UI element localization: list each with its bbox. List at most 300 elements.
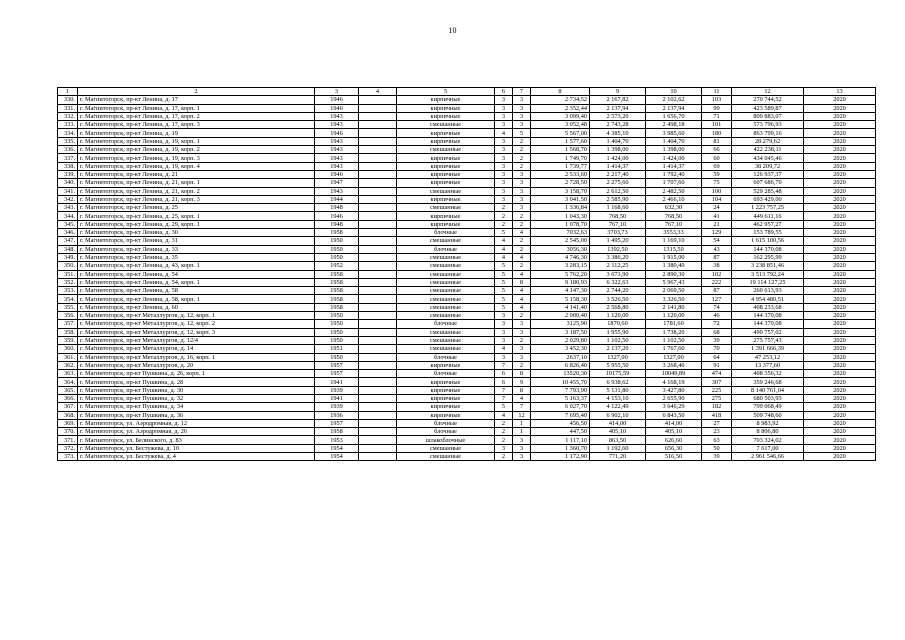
table-cell: смешанные: [397, 270, 495, 278]
table-cell: 1392,50: [590, 245, 646, 253]
table-cell: 1948: [315, 220, 359, 228]
table-cell: г. Магнитогорск, пр-кт Ленина, д. 31: [78, 237, 315, 245]
table-row: [58, 137, 876, 145]
table-cell: 104: [702, 195, 732, 203]
table-cell: 1 424,00: [590, 154, 646, 162]
table-cell: 3: [495, 121, 513, 129]
table-cell: 1 398,00: [646, 146, 702, 154]
table-cell: 7 695,40: [531, 411, 590, 419]
table-cell: г. Магнитогорск, пр-кт Ленина, д. 25: [78, 204, 315, 212]
table-cell: 1 424,00: [646, 154, 702, 162]
table-cell: 3: [495, 336, 513, 344]
table-cell: смешанные: [397, 345, 495, 353]
table-cell: 12: [513, 411, 531, 419]
table-cell: 2020: [804, 444, 876, 452]
column-header: 11: [702, 88, 732, 96]
table-cell: г. Магнитогорск, пр-кт Ленина, д. 17, корп. 1: [78, 104, 315, 112]
table-cell: 3 041,50: [531, 195, 590, 203]
table-cell: 2: [513, 220, 531, 228]
table-cell: 352.: [58, 278, 78, 286]
table-cell: 2 112,25: [590, 262, 646, 270]
table-cell: [359, 187, 397, 195]
table-cell: 2020: [804, 345, 876, 353]
table-cell: 2020: [804, 361, 876, 369]
table-cell: 1943: [315, 137, 359, 145]
table-cell: 99: [702, 104, 732, 112]
table-cell: 129: [702, 229, 732, 237]
table-cell: г. Магнитогорск, пр-кт Ленина, д. 29, корп. 1: [78, 220, 315, 228]
table-cell: 87: [702, 253, 732, 261]
table-cell: 8: [513, 370, 531, 378]
table-cell: 509 748,60: [732, 411, 804, 419]
table-cell: смешанные: [397, 287, 495, 295]
table-cell: 2 533,60: [531, 170, 590, 178]
table-cell: 1952: [315, 262, 359, 270]
table-cell: 23: [702, 428, 732, 436]
table-cell: 1 078,70: [531, 220, 590, 228]
table-cell: 693 429,00: [732, 195, 804, 203]
table-cell: г. Магнитогорск, пр-кт Ленина, д. 17: [78, 96, 315, 104]
table-cell: 1958: [315, 229, 359, 237]
table-cell: 434 045,46: [732, 154, 804, 162]
table-cell: 1950: [315, 320, 359, 328]
table-cell: 3: [495, 328, 513, 336]
table-row: [58, 187, 876, 195]
table-cell: 6 902,10: [590, 411, 646, 419]
table-cell: 3 673,90: [590, 270, 646, 278]
table-cell: 8: [513, 386, 531, 394]
table-cell: 6 322,63: [590, 278, 646, 286]
table-cell: 1946: [315, 104, 359, 112]
table-cell: [359, 162, 397, 170]
table-cell: [359, 394, 397, 402]
table-cell: г. Магнитогорск, пр-кт Металлургов, д. 16, корп. 1: [78, 353, 315, 361]
table-cell: 1957: [315, 419, 359, 427]
table-row: [58, 295, 876, 303]
table-cell: 6: [495, 378, 513, 386]
table-cell: 100: [702, 187, 732, 195]
table-cell: 4: [495, 411, 513, 419]
table-cell: 2 069,50: [646, 287, 702, 295]
table-cell: [359, 179, 397, 187]
housing-register-table: [57, 87, 876, 461]
table-cell: 4 147,30: [531, 287, 590, 295]
table-cell: смешанные: [397, 312, 495, 320]
table-cell: 3: [513, 112, 531, 120]
table-cell: 1 043,30: [531, 212, 590, 220]
table-cell: 127: [702, 295, 732, 303]
table-cell: смешанные: [397, 295, 495, 303]
table-cell: 346.: [58, 229, 78, 237]
table-cell: г. Магнитогорск, пр-кт Ленина, д. 21, корп. 3: [78, 195, 315, 203]
table-cell: 456,50: [531, 419, 590, 427]
table-cell: 71: [702, 112, 732, 120]
table-cell: 2 744,20: [590, 287, 646, 295]
table-cell: 1 380,40: [646, 262, 702, 270]
table-cell: 3: [495, 320, 513, 328]
table-cell: 516,50: [646, 453, 702, 461]
table-cell: 68: [702, 328, 732, 336]
table-cell: смешанные: [397, 204, 495, 212]
table-cell: 2020: [804, 353, 876, 361]
table-row: [58, 320, 876, 328]
table-cell: 13 377,60: [732, 361, 804, 369]
column-header: 6: [495, 88, 513, 96]
table-cell: 1 615 100,56: [732, 237, 804, 245]
table-cell: кирпичные: [397, 154, 495, 162]
table-cell: 408 233,68: [732, 303, 804, 311]
table-cell: 361.: [58, 353, 78, 361]
table-cell: 2020: [804, 378, 876, 386]
table-cell: 2020: [804, 112, 876, 120]
table-cell: 3: [513, 345, 531, 353]
table-cell: 1 738,20: [646, 328, 702, 336]
table-cell: 9 180,93: [531, 278, 590, 286]
table-cell: 2020: [804, 262, 876, 270]
table-cell: 2637,10: [531, 353, 590, 361]
table-cell: 59: [702, 170, 732, 178]
table-row: [58, 411, 876, 419]
table-cell: 3: [495, 146, 513, 154]
table-cell: 24: [702, 204, 732, 212]
table-row: [58, 336, 876, 344]
table-cell: 2020: [804, 453, 876, 461]
table-row: [58, 170, 876, 178]
table-cell: 3: [513, 195, 531, 203]
table-cell: кирпичные: [397, 212, 495, 220]
table-row: [58, 96, 876, 104]
table-cell: 447,50: [531, 428, 590, 436]
table-cell: 2 734,52: [531, 96, 590, 104]
table-cell: 5 567,00: [531, 129, 590, 137]
table-cell: 3 646,29: [646, 403, 702, 411]
table-cell: 270 744,52: [732, 96, 804, 104]
table-cell: 3: [495, 179, 513, 187]
table-cell: 5 158,30: [531, 295, 590, 303]
table-cell: 1 120,00: [590, 312, 646, 320]
table-cell: 2: [495, 453, 513, 461]
table-cell: 1950: [315, 312, 359, 320]
table-cell: 474: [702, 370, 732, 378]
table-cell: смешанные: [397, 336, 495, 344]
table-cell: 41: [702, 212, 732, 220]
table-cell: 2 217,40: [590, 170, 646, 178]
table-cell: 342.: [58, 195, 78, 203]
table-cell: кирпичные: [397, 411, 495, 419]
table-cell: 369.: [58, 419, 78, 427]
table-cell: 7: [495, 386, 513, 394]
table-cell: 863,50: [590, 436, 646, 444]
table-cell: г. Магнитогорск, ул. Аэродромная, д. 26: [78, 428, 315, 436]
table-cell: 1941: [315, 394, 359, 402]
table-cell: 3: [495, 104, 513, 112]
table-cell: 6: [495, 370, 513, 378]
table-cell: г. Магнитогорск, пр-кт Ленина, д. 19, корп. 1: [78, 137, 315, 145]
table-cell: 2020: [804, 370, 876, 378]
table-cell: 462 957,27: [732, 220, 804, 228]
table-cell: 1 360,70: [531, 444, 590, 452]
table-cell: 5: [495, 287, 513, 295]
table-row: [58, 245, 876, 253]
table-cell: 1 398,00: [590, 146, 646, 154]
table-cell: 863 799,16: [732, 129, 804, 137]
table-cell: 1947: [315, 179, 359, 187]
table-cell: 1 117,10: [531, 436, 590, 444]
table-cell: 8 140 761,04: [732, 386, 804, 394]
table-cell: 1954: [315, 453, 359, 461]
table-cell: 2: [495, 220, 513, 228]
table-cell: 335.: [58, 137, 78, 145]
table-cell: 3 526,50: [590, 295, 646, 303]
table-cell: 3: [495, 112, 513, 120]
table-cell: 72: [702, 320, 732, 328]
table-cell: 5: [495, 295, 513, 303]
table-cell: 363.: [58, 370, 78, 378]
table-cell: 2 137,20: [590, 345, 646, 353]
table-cell: 354.: [58, 295, 78, 303]
table-cell: 2 275,60: [590, 179, 646, 187]
table-cell: 344.: [58, 212, 78, 220]
table-cell: 144 370,08: [732, 312, 804, 320]
table-cell: 1941: [315, 378, 359, 386]
table-cell: г. Магнитогорск, пр-кт Металлургов, д. 14: [78, 345, 315, 353]
table-cell: 337.: [58, 154, 78, 162]
table-cell: 2 102,62: [646, 96, 702, 104]
table-cell: 1943: [315, 154, 359, 162]
table-cell: 4: [513, 295, 531, 303]
table-cell: 3: [513, 96, 531, 104]
table-cell: 3703,73: [590, 229, 646, 237]
table-cell: 3 513 792,24: [732, 270, 804, 278]
table-cell: 5: [495, 262, 513, 270]
table-cell: 7: [495, 361, 513, 369]
table-cell: 162 295,99: [732, 253, 804, 261]
table-cell: 60: [702, 154, 732, 162]
table-cell: кирпичные: [397, 361, 495, 369]
table-cell: 2 137,94: [646, 104, 702, 112]
table-cell: 2020: [804, 253, 876, 261]
table-cell: [359, 146, 397, 154]
table-cell: 372.: [58, 444, 78, 452]
table-cell: 2020: [804, 104, 876, 112]
table-cell: 4 153,10: [590, 394, 646, 402]
table-cell: 2020: [804, 204, 876, 212]
table-row: [58, 328, 876, 336]
table-cell: [359, 129, 397, 137]
table-cell: 2: [513, 262, 531, 270]
table-cell: г. Магнитогорск, пр-кт Ленина, д. 43, корп. 1: [78, 262, 315, 270]
table-cell: [359, 312, 397, 320]
table-cell: 358.: [58, 328, 78, 336]
table-cell: 2020: [804, 303, 876, 311]
table-cell: 307: [702, 378, 732, 386]
table-cell: 3 268,40: [646, 361, 702, 369]
table-cell: [359, 212, 397, 220]
table-cell: 3: [513, 121, 531, 129]
table-cell: 356.: [58, 312, 78, 320]
table-cell: 2: [513, 361, 531, 369]
table-cell: 2020: [804, 154, 876, 162]
table-cell: 1943: [315, 146, 359, 154]
table-cell: кирпичные: [397, 129, 495, 137]
table-cell: [359, 453, 397, 461]
table-cell: 69: [702, 162, 732, 170]
table-cell: 2020: [804, 336, 876, 344]
table-body: [58, 96, 876, 461]
table-cell: 4: [513, 270, 531, 278]
table-cell: 3: [513, 328, 531, 336]
table-cell: г. Магнитогорск, ул. Аэродромная, д. 12: [78, 419, 315, 427]
table-cell: [359, 303, 397, 311]
table-cell: 343.: [58, 204, 78, 212]
table-cell: 50: [702, 444, 732, 452]
table-cell: 1: [513, 419, 531, 427]
table-cell: г. Магнитогорск, пр-кт Ленина, д. 58, корп. 1: [78, 295, 315, 303]
table-cell: 680 503,93: [732, 394, 804, 402]
table-cell: 91: [702, 361, 732, 369]
table-cell: 2: [513, 245, 531, 253]
table-cell: 101: [702, 121, 732, 129]
table-cell: 771,20: [590, 453, 646, 461]
table-cell: г. Магнитогорск, пр-кт Ленина, д. 19, корп. 2: [78, 146, 315, 154]
table-cell: блочные: [397, 353, 495, 361]
table-cell: 1936: [315, 411, 359, 419]
table-row: [58, 220, 876, 228]
table-cell: 3: [513, 179, 531, 187]
table-cell: 2020: [804, 195, 876, 203]
table-cell: смешанные: [397, 444, 495, 452]
table-cell: [359, 229, 397, 237]
table-cell: 1950: [315, 353, 359, 361]
table-cell: блочные: [397, 370, 495, 378]
table-cell: 21: [702, 220, 732, 228]
table-cell: 2020: [804, 96, 876, 104]
table-cell: 359 246,68: [732, 378, 804, 386]
table-cell: 2 655,90: [646, 394, 702, 402]
table-cell: 2020: [804, 170, 876, 178]
table-cell: 1 102,50: [646, 336, 702, 344]
table-cell: 1 495,20: [590, 237, 646, 245]
table-cell: [359, 353, 397, 361]
table-cell: 3056,30: [531, 245, 590, 253]
table-row: [58, 353, 876, 361]
table-cell: 1950: [315, 336, 359, 344]
table-cell: кирпичные: [397, 195, 495, 203]
table-cell: 405,10: [646, 428, 702, 436]
header-row: [58, 88, 876, 96]
table-cell: 4: [495, 237, 513, 245]
table-cell: 656,30: [646, 444, 702, 452]
table-cell: 338.: [58, 162, 78, 170]
table-cell: 1 336,84: [531, 204, 590, 212]
table-cell: [359, 411, 397, 419]
table-cell: 2 612,50: [590, 187, 646, 195]
table-cell: 336.: [58, 146, 78, 154]
table-cell: 102: [702, 270, 732, 278]
table-cell: 2020: [804, 295, 876, 303]
table-cell: 5 163,37: [531, 394, 590, 402]
table-cell: [359, 237, 397, 245]
table-cell: 333.: [58, 121, 78, 129]
table-cell: 8 806,80: [732, 428, 804, 436]
table-cell: 1 568,70: [531, 146, 590, 154]
table-cell: кирпичные: [397, 104, 495, 112]
table-cell: 1 577,60: [531, 137, 590, 145]
table-cell: [359, 403, 397, 411]
table-row: [58, 287, 876, 295]
table-cell: 360.: [58, 345, 78, 353]
table-cell: 9: [513, 378, 531, 386]
table-cell: 353.: [58, 287, 78, 295]
table-row: [58, 262, 876, 270]
table-cell: 10175,59: [590, 370, 646, 378]
column-header: 9: [590, 88, 646, 96]
table-cell: 3: [513, 453, 531, 461]
table-cell: 46: [702, 312, 732, 320]
table-row: [58, 146, 876, 154]
table-cell: 2020: [804, 162, 876, 170]
column-header: 13: [804, 88, 876, 96]
table-cell: 408 356,32: [732, 370, 804, 378]
table-cell: 2020: [804, 146, 876, 154]
table-cell: 373.: [58, 453, 78, 461]
table-cell: кирпичные: [397, 394, 495, 402]
table-cell: 355.: [58, 303, 78, 311]
table-cell: смешанные: [397, 187, 495, 195]
table-cell: 2020: [804, 137, 876, 145]
table-cell: блочные: [397, 428, 495, 436]
table-row: [58, 386, 876, 394]
table-cell: 809 883,07: [732, 112, 804, 120]
table-row: [58, 453, 876, 461]
table-cell: [359, 104, 397, 112]
table-cell: 347.: [58, 237, 78, 245]
table-cell: 47 253,12: [732, 353, 804, 361]
table-cell: 1958: [315, 303, 359, 311]
table-cell: [359, 96, 397, 104]
table-cell: 339.: [58, 170, 78, 178]
table-row: [58, 444, 876, 452]
table-cell: г. Магнитогорск, пр-кт Ленина, д. 17, корп. 2: [78, 112, 315, 120]
table-cell: 3125,90: [531, 320, 590, 328]
column-header: 7: [513, 88, 531, 96]
table-cell: 414,00: [646, 419, 702, 427]
table-cell: 351.: [58, 270, 78, 278]
table-cell: 1 169,10: [646, 237, 702, 245]
table-cell: 5: [513, 129, 531, 137]
table-cell: 2 167,82: [590, 96, 646, 104]
table-cell: 368.: [58, 411, 78, 419]
table-cell: 54: [702, 237, 732, 245]
table-cell: 1 749,70: [531, 154, 590, 162]
table-cell: [359, 253, 397, 261]
table-row: [58, 121, 876, 129]
table-cell: 3 099,40: [531, 112, 590, 120]
table-cell: [359, 137, 397, 145]
table-cell: 5: [495, 229, 513, 237]
table-cell: [359, 428, 397, 436]
table-cell: 449 611,16: [732, 212, 804, 220]
table-cell: 153 789,55: [732, 229, 804, 237]
table-cell: 5: [495, 278, 513, 286]
table-cell: 331.: [58, 104, 78, 112]
table-cell: 2: [495, 212, 513, 220]
table-cell: 43: [702, 245, 732, 253]
table-cell: 19 114 127,25: [732, 278, 804, 286]
table-cell: 5 762,20: [531, 270, 590, 278]
table-cell: г. Магнитогорск, пр-кт Ленина, д. 19, корп. 4: [78, 162, 315, 170]
table-cell: 2 000,40: [531, 312, 590, 320]
